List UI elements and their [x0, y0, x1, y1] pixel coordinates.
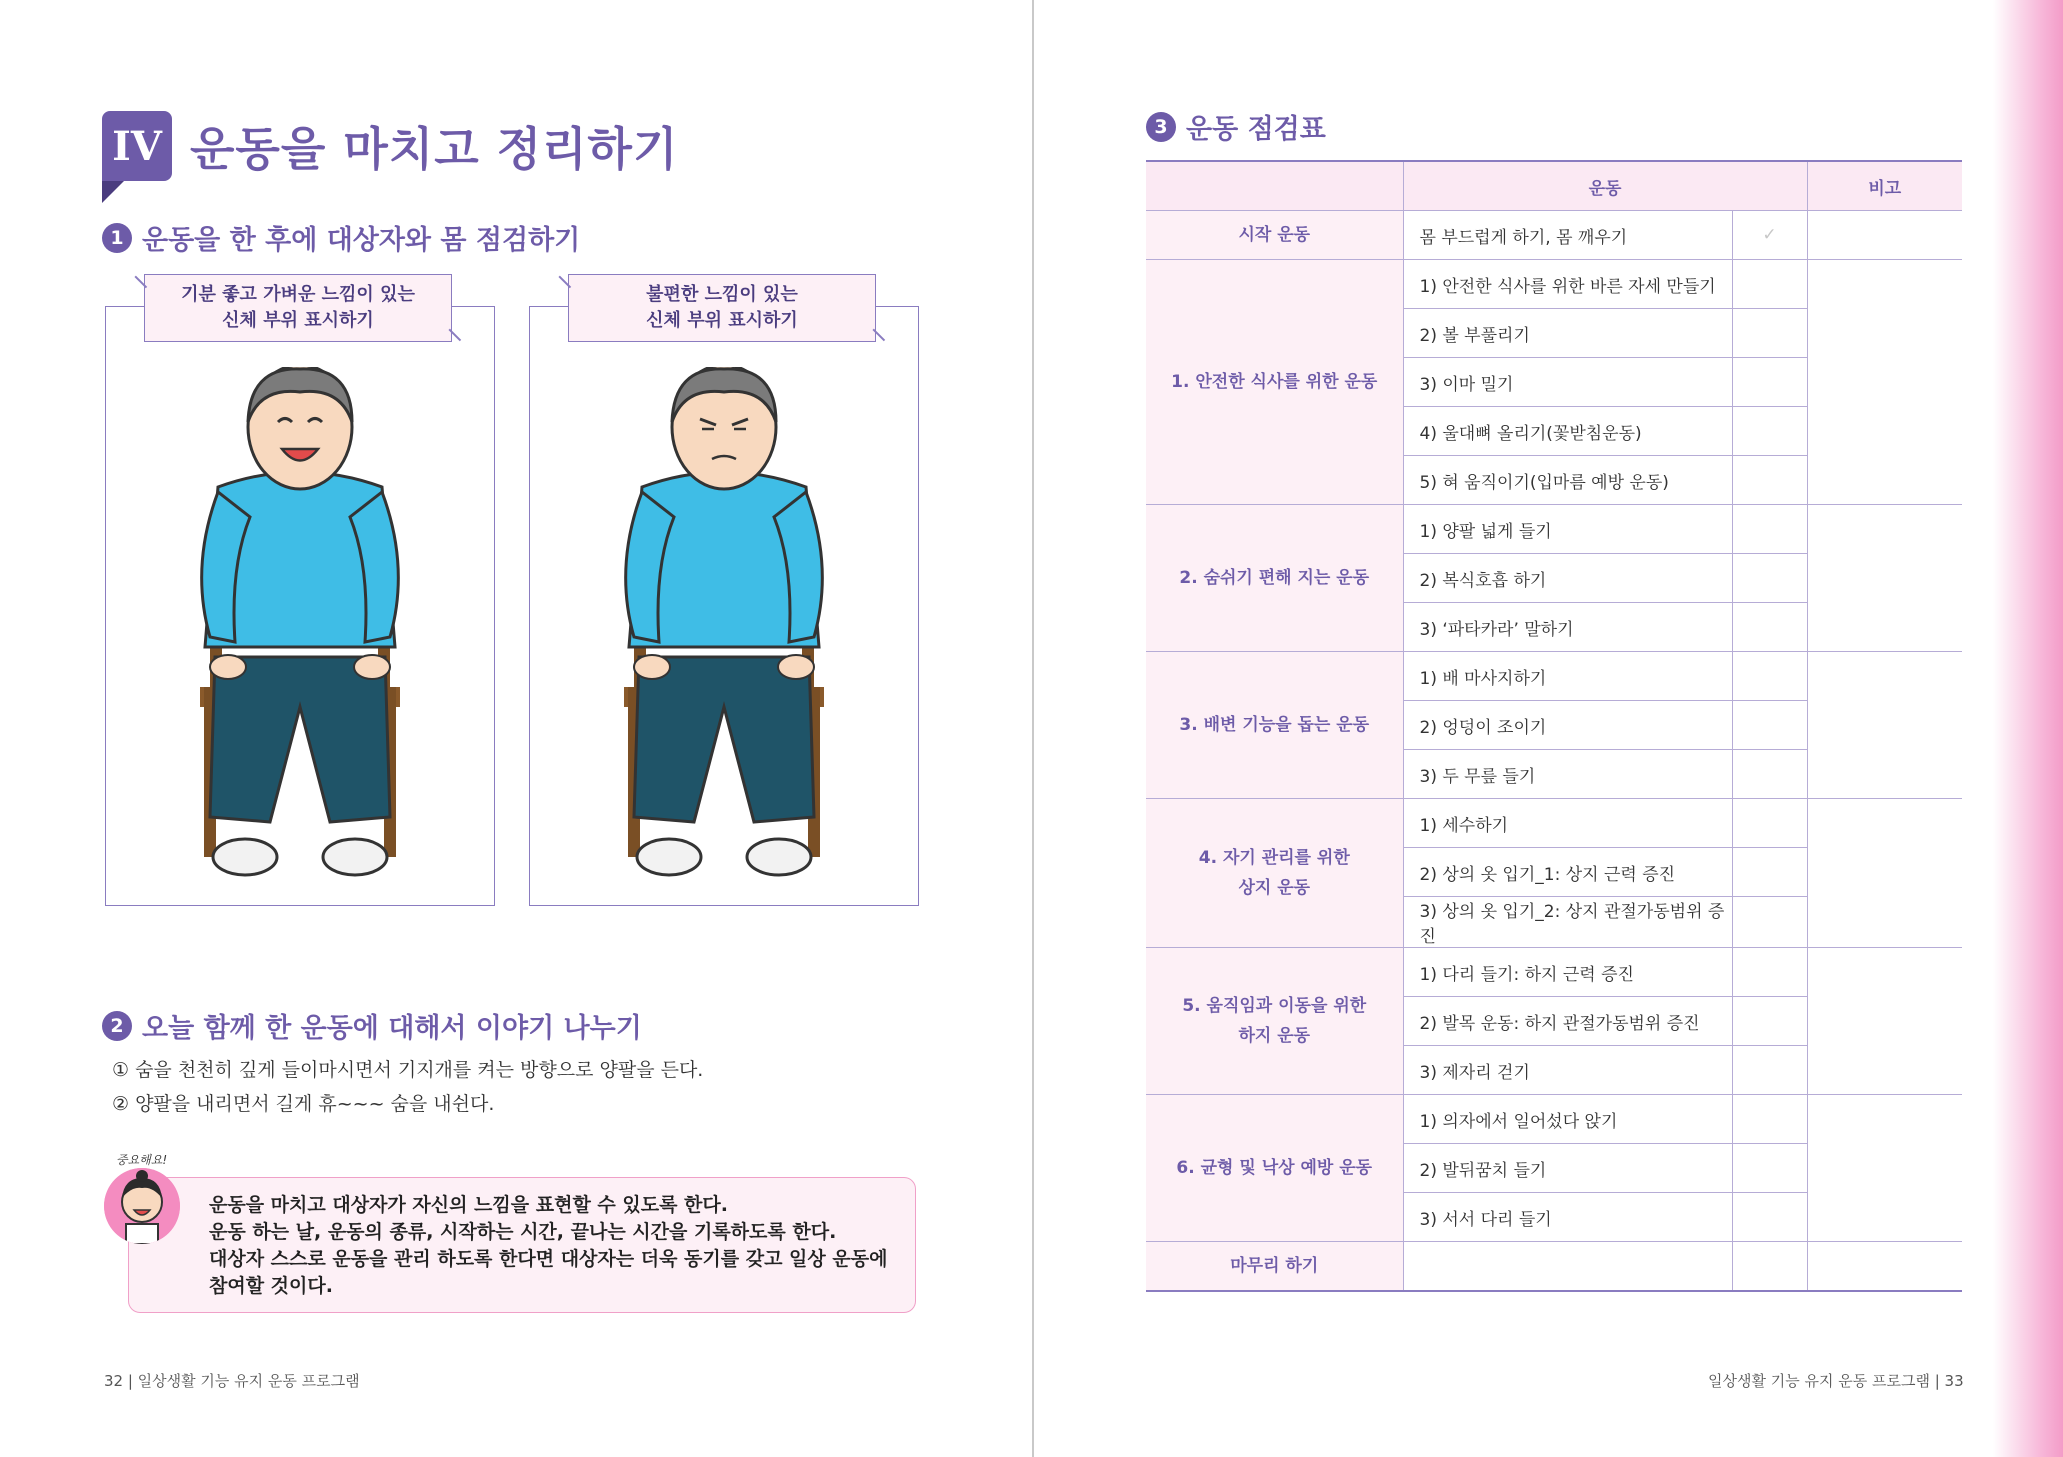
exercise-item: 1) 배 마사지하기 [1403, 652, 1732, 701]
tip-text [209, 1192, 887, 1300]
check-cell[interactable] [1732, 1095, 1807, 1144]
remark-cell[interactable] [1807, 652, 1962, 799]
exercise-item: 1) 다리 들기: 하지 근력 증진 [1403, 948, 1732, 997]
remark-cell[interactable] [1807, 1095, 1962, 1242]
check-cell[interactable] [1732, 701, 1807, 750]
exercise-item: 3) 제자리 걷기 [1403, 1046, 1732, 1095]
page-edge-gradient [1993, 0, 2063, 1457]
remark-cell [1807, 1242, 1962, 1292]
talk-item: ① 숨을 천천히 깊게 들이마시면서 기지개를 켜는 방향으로 양팔을 든다. [112, 1059, 704, 1081]
table-body [1146, 161, 1962, 1291]
check-cell[interactable]: ✓ [1732, 211, 1807, 260]
table-row [1146, 652, 1962, 701]
check-cell[interactable] [1732, 505, 1807, 554]
tip-line: 대상자 스스로 운동을 관리 하도록 한다면 대상자는 더욱 동기를 갖고 일상 운동에 [209, 1248, 888, 1270]
check-cell[interactable] [1732, 1242, 1807, 1292]
check-cell[interactable] [1732, 799, 1807, 848]
check-cell[interactable] [1732, 456, 1807, 505]
section-1-heading [102, 218, 580, 257]
header-blank-cell [1146, 161, 1403, 211]
uncomfortable-senior-illustration [614, 367, 834, 887]
header-remark: 비고 [1807, 161, 1962, 211]
table-row [1146, 948, 1962, 997]
remark-cell[interactable] [1807, 505, 1962, 652]
section-number: 1 [102, 223, 132, 253]
category-cell: 4. 자기 관리를 위한 상지 운동 [1146, 799, 1403, 948]
check-cell[interactable] [1732, 407, 1807, 456]
tip-tag: 중요해요! [116, 1153, 168, 1167]
check-cell[interactable] [1732, 948, 1807, 997]
exercise-item: 2) 복식호흡 하기 [1403, 554, 1732, 603]
exercise-item: 1) 세수하기 [1403, 799, 1732, 848]
check-cell[interactable] [1732, 652, 1807, 701]
exercise-item: 1) 안전한 식사를 위한 바른 자세 만들기 [1403, 260, 1732, 309]
exercise-item: 3) 상의 옷 입기_2: 상지 관절가동범위 증진 [1403, 897, 1732, 948]
exercise-item: 1) 의자에서 일어섰다 앉기 [1403, 1095, 1732, 1144]
exercise-item: 3) 두 무릎 들기 [1403, 750, 1732, 799]
category-cell: 마무리 하기 [1146, 1242, 1403, 1292]
check-cell[interactable] [1732, 997, 1807, 1046]
exercise-item: 2) 발목 운동: 하지 관절가동범위 증진 [1403, 997, 1732, 1046]
exercise-item: 3) ‘파타카라’ 말하기 [1403, 603, 1732, 652]
section-2-heading [102, 1006, 642, 1045]
panel-label: 기분 좋고 가벼운 느낌이 있는 신체 부위 표시하기 [144, 274, 452, 342]
section-number: 2 [102, 1011, 132, 1041]
category-cell: 5. 움직임과 이동을 위한 하지 운동 [1146, 948, 1403, 1095]
remark-cell[interactable] [1807, 260, 1962, 505]
exercise-item: 4) 울대뼈 올리기(꽃받침운동) [1403, 407, 1732, 456]
check-cell[interactable] [1732, 309, 1807, 358]
check-cell[interactable] [1732, 1193, 1807, 1242]
section-number: 3 [1146, 112, 1176, 142]
exercise-item: 2) 상의 옷 입기_1: 상지 근력 증진 [1403, 848, 1732, 897]
remark-cell[interactable] [1807, 799, 1962, 948]
section-3-heading [1146, 107, 1326, 146]
nurse-avatar-icon [104, 1168, 180, 1244]
check-cell[interactable] [1732, 603, 1807, 652]
check-cell[interactable] [1732, 897, 1807, 948]
section-title: 운동을 한 후에 대상자와 몸 점검하기 [142, 225, 581, 256]
header-exercise: 운동 [1403, 161, 1807, 211]
body-check-panel-good [105, 284, 495, 906]
right-footer: 일상생활 기능 유지 운동 프로그램 | 33 [1708, 1372, 1964, 1390]
exercise-item: 2) 볼 부풀리기 [1403, 309, 1732, 358]
exercise-item: 5) 혀 움직이기(입마름 예방 운동) [1403, 456, 1732, 505]
left-footer: 32 | 일상생활 기능 유지 운동 프로그램 [104, 1372, 360, 1390]
exercise-item: 몸 부드럽게 하기, 몸 깨우기 [1403, 211, 1732, 260]
chapter-heading [102, 108, 678, 184]
check-cell[interactable] [1732, 358, 1807, 407]
body-check-panel-uncomfortable [529, 284, 919, 906]
check-cell[interactable] [1732, 1046, 1807, 1095]
exercise-item: 2) 엉덩이 조이기 [1403, 701, 1732, 750]
section-title: 운동 점검표 [1186, 114, 1326, 145]
check-cell[interactable] [1732, 554, 1807, 603]
category-cell: 1. 안전한 식사를 위한 운동 [1146, 260, 1403, 505]
talk-item: ② 양팔을 내리면서 길게 휴~~~ 숨을 내쉰다. [112, 1093, 495, 1115]
table-row [1146, 211, 1962, 260]
table-row [1146, 505, 1962, 554]
exercise-item: 3) 서서 다리 들기 [1403, 1193, 1732, 1242]
exercise-checklist-table [1146, 160, 1962, 1292]
tip-box [128, 1177, 916, 1313]
chapter-title: 운동을 마치고 정리하기 [190, 122, 679, 176]
section-title: 오늘 함께 한 운동에 대해서 이야기 나누기 [142, 1013, 642, 1044]
check-cell[interactable] [1732, 848, 1807, 897]
category-cell: 2. 숨쉬기 편해 지는 운동 [1146, 505, 1403, 652]
category-cell: 6. 균형 및 낙상 예방 운동 [1146, 1095, 1403, 1242]
category-cell: 시작 운동 [1146, 211, 1403, 260]
check-cell[interactable] [1732, 260, 1807, 309]
tip-line: 운동 하는 날, 운동의 종류, 시작하는 시간, 끝나는 시간을 기록하도록 한다. [209, 1221, 837, 1243]
panel-label: 불편한 느낌이 있는 신체 부위 표시하기 [568, 274, 876, 342]
exercise-item [1403, 1242, 1732, 1292]
exercise-item: 1) 양팔 넓게 들기 [1403, 505, 1732, 554]
exercise-item: 3) 이마 밀기 [1403, 358, 1732, 407]
table-row [1146, 260, 1962, 309]
happy-senior-illustration [190, 367, 410, 887]
tip-line: 참여할 것이다. [209, 1275, 333, 1297]
check-cell[interactable] [1732, 750, 1807, 799]
tip-line: 운동을 마치고 대상자가 자신의 느낌을 표현할 수 있도록 한다. [209, 1194, 728, 1216]
page-spine [1032, 0, 1034, 1457]
chapter-badge: IV [102, 111, 172, 181]
table-row [1146, 1095, 1962, 1144]
table-row [1146, 1242, 1962, 1292]
category-cell: 3. 배변 기능을 돕는 운동 [1146, 652, 1403, 799]
check-cell[interactable] [1732, 1144, 1807, 1193]
table-row [1146, 799, 1962, 848]
table-header-row [1146, 161, 1962, 211]
remark-cell[interactable] [1807, 948, 1962, 1095]
remark-cell [1807, 211, 1962, 260]
exercise-item: 2) 발뒤꿈치 들기 [1403, 1144, 1732, 1193]
